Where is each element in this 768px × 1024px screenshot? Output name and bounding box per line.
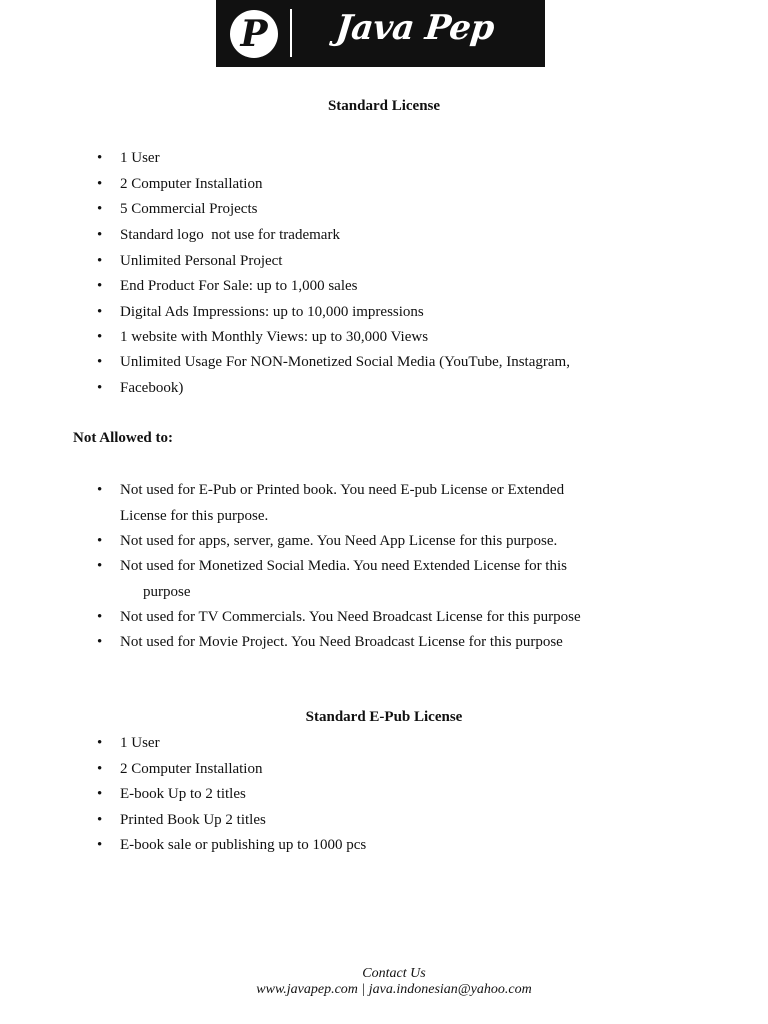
standard-license-heading: Standard License <box>327 98 441 114</box>
bullet-icon: • <box>97 735 103 751</box>
list-item-text: Not used for E-Pub or Printed book. You need E-pub License or Extended <box>120 482 565 498</box>
list-item-text: Unlimited Usage For NON-Monetized Social Media (YouTube, Instagram, <box>120 354 570 370</box>
epub-license-heading: Standard E-Pub License <box>305 709 463 725</box>
bullet-icon: • <box>97 837 103 853</box>
logo-brand-name: Java Pep <box>333 8 496 48</box>
bullet-icon: • <box>97 176 103 192</box>
bullet-icon: • <box>97 354 103 370</box>
bullet-icon: • <box>97 329 103 345</box>
list-item-text: Not used for Monetized Social Media. You need Extended License for this <box>120 558 567 574</box>
brand-logo-banner <box>216 0 545 67</box>
list-item-text: 2 Computer Installation <box>120 761 263 777</box>
list-item-text: Not used for TV Commercials. You Need Broadcast License for this purpose <box>120 609 581 625</box>
list-item-text: Digital Ads Impressions: up to 10,000 impressions <box>120 304 424 320</box>
bullet-icon: • <box>97 761 103 777</box>
list-item-text: E-book Up to 2 titles <box>120 786 246 802</box>
bullet-icon: • <box>97 253 103 269</box>
list-item-text: E-book sale or publishing up to 1000 pcs <box>120 837 367 853</box>
bullet-icon: • <box>97 380 103 396</box>
footer-contact-label: Contact Us <box>362 966 426 981</box>
bullet-icon: • <box>97 558 103 574</box>
logo-mark-icon <box>230 10 278 58</box>
footer-contact-details: www.javapep.com | java.indonesian@yahoo.com <box>256 982 532 997</box>
list-item-text: 1 User <box>120 150 160 166</box>
bullet-icon: • <box>97 227 103 243</box>
list-item-text: 1 User <box>120 735 160 751</box>
bullet-icon: • <box>97 201 103 217</box>
list-item-text: Standard logo not use for trademark <box>120 227 340 243</box>
list-item-text: Facebook) <box>120 380 184 396</box>
list-item-text: End Product For Sale: up to 1,000 sales <box>120 278 358 294</box>
list-item-text: 1 website with Monthly Views: up to 30,000 Views <box>120 329 429 345</box>
list-item-text: Not used for apps, server, game. You Need App License for this purpose. <box>120 533 558 549</box>
list-item-text-continued: purpose <box>143 584 191 600</box>
logo-mark-letter: P <box>240 13 268 55</box>
bullet-icon: • <box>97 150 103 166</box>
list-item-text: Printed Book Up 2 titles <box>120 812 266 828</box>
bullet-icon: • <box>97 786 103 802</box>
bullet-icon: • <box>97 482 103 498</box>
bullet-icon: • <box>97 278 103 294</box>
list-item-text-continued: License for this purpose. <box>120 508 269 524</box>
list-item-text: Not used for Movie Project. You Need Broadcast License for this purpose <box>120 634 563 650</box>
not-allowed-heading: Not Allowed to: <box>73 430 173 446</box>
bullet-icon: • <box>97 812 103 828</box>
bullet-icon: • <box>97 634 103 650</box>
list-item-text: Unlimited Personal Project <box>120 253 283 269</box>
bullet-icon: • <box>97 304 103 320</box>
bullet-icon: • <box>97 609 103 625</box>
logo-divider <box>290 9 292 57</box>
bullet-icon: • <box>97 533 103 549</box>
list-item-text: 5 Commercial Projects <box>120 201 258 217</box>
list-item-text: 2 Computer Installation <box>120 176 263 192</box>
